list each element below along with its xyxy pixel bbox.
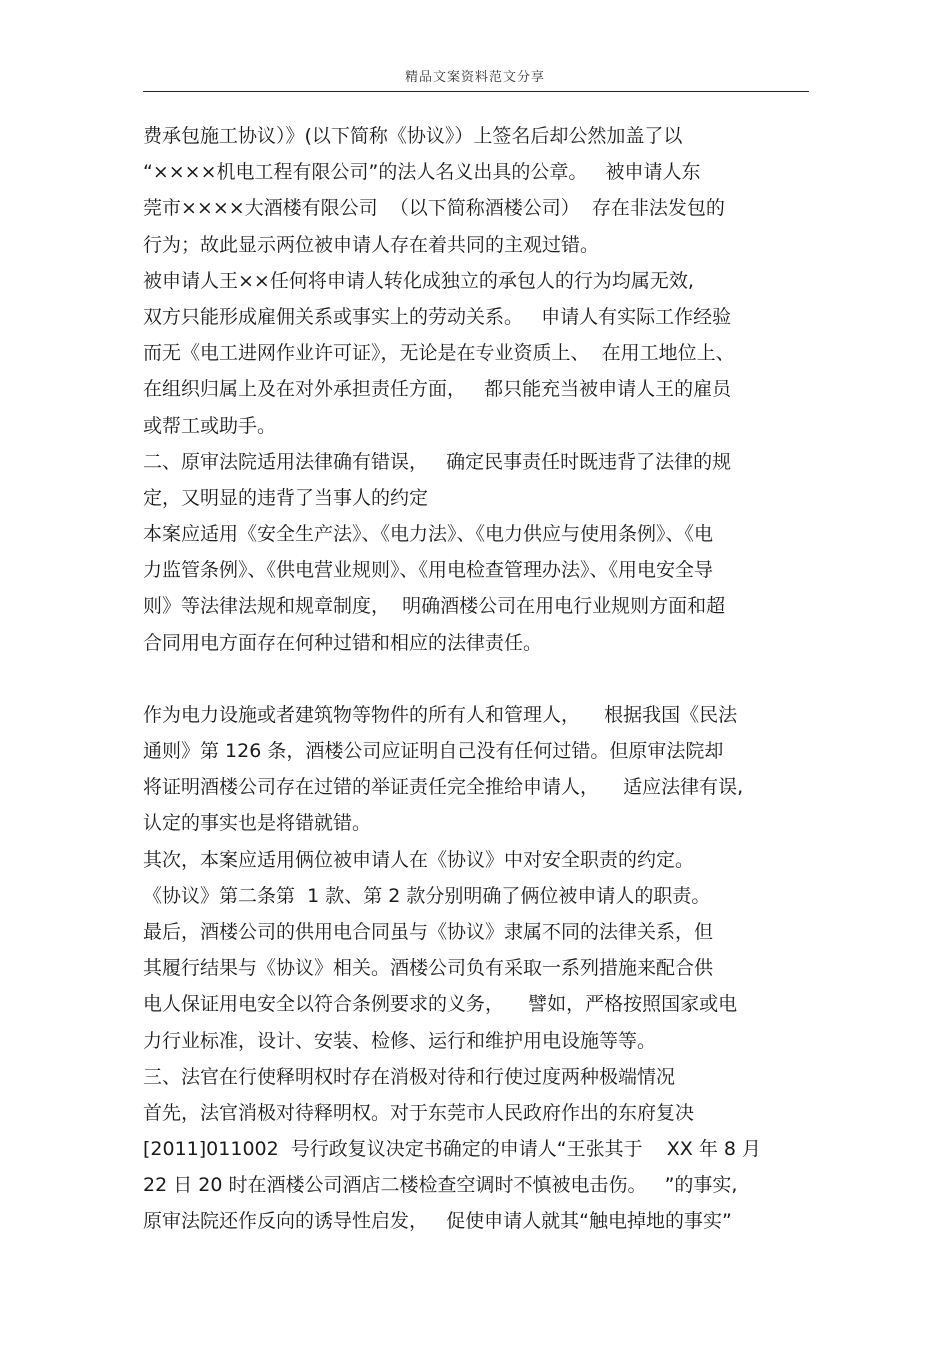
text-line: 认定的事实也是将错就错。 [143,812,372,835]
text-line: 定，又明显的违背了当事人的约定 [143,486,429,509]
text-block-first [143,118,823,661]
text-line: 22 日 20 时在酒楼公司酒店二楼检查空调时不慎被电击伤。 ”的事实, [143,1174,738,1197]
text-line: 费承包施工协议）》(以下简称《协议》）上签名后却公然加盖了以 [143,125,683,147]
text-line: 被申请人王××任何将申请人转化成独立的承包人的行为均属无效, [143,269,694,292]
text-block-second [143,697,823,1240]
text-line: 其履行结果与《协议》相关。酒楼公司负有采取一系列措施来配合供 [143,957,714,980]
text-line: 《协议》第二条第 1 款、第 2 款分别明确了俩位被申请人的职责。 [143,884,711,907]
text-line: 莞市××××大酒楼有限公司 （以下简称酒楼公司） 存在非法发包的 [143,197,725,220]
text-line: 原审法院还作反向的诱导性启发， 促使申请人就其“触电掉地的事实” [143,1210,732,1233]
text-line: “××××机电工程有限公司”的法人名义出具的公章。 被申请人东 [143,161,701,184]
text-line: 通则》第 126 条，酒楼公司应证明自己没有任何过错。但原审法院却 [143,740,724,762]
text-line: 合同用电方面存在何种过错和相应的法律责任。 [143,631,543,654]
header-divider [143,91,809,92]
text-line: 双方只能形成雇佣关系或事实上的劳动关系。 申请人有实际工作经验 [143,305,732,328]
text-line: 三、法官在行使释明权时存在消极对待和行使过度两种极端情况 [143,1065,676,1088]
document-body [143,118,823,1240]
text-line: [2011]011002 号行政复议决定书确定的申请人“王张其于 XX 年 8 月 [143,1138,762,1161]
text-line: 在组织归属上及在对外承担责任方面， 都只能充当被申请人王的雇员 [143,378,732,401]
text-line: 将证明酒楼公司存在过错的举证责任完全推给申请人， 适应法律有误, [143,776,744,799]
page-header-title: 精品文案资料范文分享 [404,70,545,85]
text-line: 作为电力设施或者建筑物等物件的所有人和管理人， 根据我国《民法 [143,703,738,726]
text-line: 或帮工或助手。 [143,414,277,437]
text-line: 二、原审法院适用法律确有错误， 确定民事责任时既违背了法律的规 [143,450,732,473]
paragraph-gap [143,661,823,697]
text-line: 则》等法律法规和规章制度， 明确酒楼公司在用电行业规则方面和超 [143,595,726,618]
text-line: 力行业标准，设计、安装、检修、运行和维护用电设施等等。 [143,1029,657,1052]
text-line: 力监管条例》、《供电营业规则》、《用电检查管理办法》、《用电安全导 [143,559,714,582]
text-line: 电人保证用电安全以符合条例要求的义务， 譬如，严格按照国家或电 [143,993,738,1016]
text-line: 其次，本案应适用俩位被申请人在《协议》中对安全职责的约定。 [143,848,695,871]
text-line: 行为；故此显示两位被申请人存在着共同的主观过错。 [143,233,600,256]
text-line: 而无《电工进网作业许可证》，无论是在专业资质上、 在用工地位上、 [143,342,735,365]
text-line: 最后，酒楼公司的供用电合同虽与《协议》隶属不同的法律关系，但 [143,920,714,943]
text-line: 本案应适用《安全生产法》、《电力法》、《电力供应与使用条例》、《电 [143,523,714,546]
text-line: 首先，法官消极对待释明权。对于东莞市人民政府作出的东府复决 [143,1101,695,1124]
